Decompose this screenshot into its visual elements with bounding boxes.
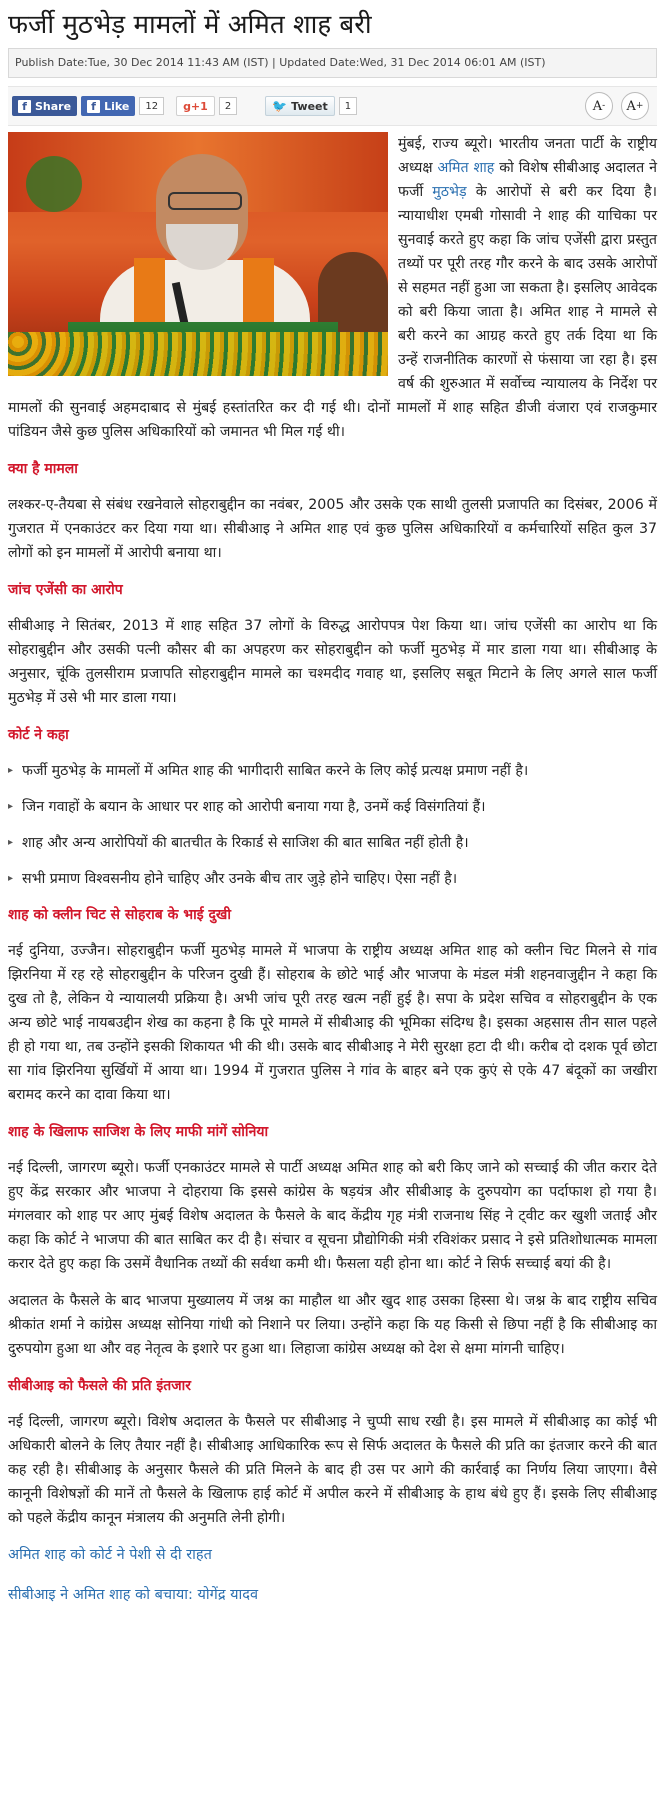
updated-date: Wed, 31 Dec 2014 06:01 AM (IST): [359, 56, 546, 69]
section-heading: सीबीआइ को फैसले की प्रति इंतजार: [8, 1378, 191, 1394]
font-decrease-button[interactable]: [585, 92, 613, 120]
font-decrease-label: A: [592, 98, 603, 114]
article-body: [8, 132, 657, 1607]
encounter-link[interactable]: मुठभेड़: [432, 184, 467, 200]
facebook-share-button[interactable]: [12, 96, 77, 116]
related-link[interactable]: सीबीआइ ने अमित शाह को बचाया: योगेंद्र यादव: [8, 1587, 259, 1603]
section-paragraph: नई दिल्ली, जागरण ब्यूरो। विशेष अदालत के फैसले पर सीबीआइ ने चुप्पी साध रखी है। इस मामले में सीबीआइ का कोई भी अधिकारी बोलने के लिए तैयार नहीं है। सीबीआइ आधिकारिक रूप से सिर्फ अदालत के फैसले की प्रति का इंतजार करने की बात कह रही है। सीबीआइ के अनुसार फैसले की प्रति मिलने के बाद ही उस पर आगे की कार्रवाई का निर्णय लिया जाएगा। वैसे कानूनी विशेषज्ञों की मानें तो फैसले के खिलाफ हाई कोर्ट में अपील करने में सीबीआइ के हाथ बंधे हुए हैं। इसके लिए सीबीआइ को पहले केंद्रीय कानून मंत्रालय की अनुमति लेनी होगी।: [8, 1414, 657, 1526]
facebook-share-label: Share: [35, 99, 72, 113]
font-decrease-sup: -: [602, 101, 606, 111]
section-heading: जांच एजेंसी का आरोप: [8, 582, 123, 598]
font-increase-label: A: [626, 98, 636, 114]
section-paragraph: लश्कर-ए-तैयबा से संबंध रखनेवाले सोहराबुद्दीन का नवंबर, 2005 और उसके एक साथी तुलसी प्रजापति का दिसंबर, 2006 में गुजरात में एनकाउंटर कर दिया गया था। सीबीआइ ने अमित शाह एवं कुछ पुलिस अधिकारियों व कर्मचारियों सहित कुल 37 लोगों को इन मामलों में आरोपी बनाया था।: [8, 497, 657, 561]
court-heading: कोर्ट ने कहा: [8, 727, 69, 743]
intro-text-2: को विशेष सीबीआइ अदालत ने फर्जी: [398, 160, 657, 200]
font-increase-button[interactable]: [621, 92, 649, 120]
tweet-button[interactable]: [265, 96, 335, 116]
related-links: [8, 1543, 657, 1607]
intro-text-3: के आरोपों से बरी कर दिया है। न्यायाधीश एमबी गोसावी ने शाह की याचिका पर सुनवाई करते हुए कहा कि जांच एजेंसी द्वारा प्रस्तुत तथ्यों पर पूरी तरह गौर करने के बाद उसके आरोपों से सहमत नहीं हुआ जा सकता है। इसलिए आवेदक को बरी किया जाता है। अमित शाह ने मामले से बरी करने का आग्रह करते हुए तर्क दिया था कि उन्हें राजनीतिक कारणों से फंसाया जा रहा है। इस वर्ष की शुरुआत में सर्वोच्च न्यायालय के निर्देश पर मामलों की सुनवाई अहमदाबाद से मुंबई हस्तांतरित कर दी गई थी। दोनों मामलों में शाह सहित डीजी वंजारा एवं राजकुमार पांडियन जैसे कुछ पुलिस अधिकारियों को जमानत भी मिल गई थी।: [8, 184, 657, 440]
twitter-bird-icon: 🐦: [272, 99, 288, 113]
intro-text-1: मुंबई, राज्य ब्यूरो। भारतीय जनता पार्टी के राष्ट्रीय अध्यक्ष: [398, 136, 657, 176]
list-item: ▸ शाह और अन्य आरोपियों की बातचीत के रिकार्ड से साजिश की बात साबित नहीं होती है।: [8, 831, 657, 855]
google-plus-button[interactable]: g+1: [176, 96, 215, 116]
publish-label: Publish Date:: [15, 56, 88, 69]
facebook-like-count: 12: [139, 97, 164, 115]
court-points-list: [8, 759, 657, 891]
facebook-like-label: Like: [104, 99, 130, 113]
tweet-label: Tweet: [291, 99, 328, 113]
article-title: फर्जी मुठभेड़ मामलों में अमित शाह बरी: [8, 10, 372, 40]
meta-separator: |: [268, 56, 280, 69]
section-paragraph: नई दिल्ली, जागरण ब्यूरो। फर्जी एनकाउंटर मामले से पार्टी अध्यक्ष अमित शाह को बरी किए जाने को सच्चाई की जीत करार देते हुए केंद्र सरकार और भाजपा ने दोहराया कि इससे कांग्रेस के षड़यंत्र और सीबीआइ के दुरुपयोग का पर्दाफाश हो गया है। मंगलवार को शाह पर आए मुंबई विशेष अदालत के फैसले के बाद केंद्रीय गृह मंत्री राजनाथ सिंह ने ट्वीट कर खुशी जताई और कहा कि कोर्ट ने भाजपा की बात साबित कर दी है। संचार व सूचना प्रौद्योगिकी मंत्री रविशंकर प्रसाद ने इसे प्रतिशोधात्मक मामला करार देते हुए कहा कि उसमें वैधानिक तथ्यों की सर्वथा कमी थी। फैसला यही होना था। कोर्ट ने सिर्फ सच्चाई बयां की है।: [8, 1160, 657, 1272]
share-bar: [8, 86, 657, 126]
section-heading: शाह को क्लीन चिट से सोहराब के भाई दुखी: [8, 907, 231, 923]
list-item: ▸ सभी प्रमाण विश्वसनीय होने चाहिए और उनके बीच तार जुड़े होने चाहिए। ऐसा नहीं है।: [8, 867, 657, 891]
font-increase-sup: +: [635, 101, 644, 111]
facebook-icon: f: [87, 100, 100, 113]
list-item: ▸ जिन गवाहों के बयान के आधार पर शाह को आरोपी बनाया गया है, उनमें कई विसंगतियां हैं।: [8, 795, 657, 819]
font-size-controls: [577, 92, 649, 120]
publish-date: Tue, 30 Dec 2014 11:43 AM (IST): [87, 56, 269, 69]
facebook-icon: f: [18, 100, 31, 113]
tweet-count: 1: [339, 97, 357, 115]
related-link[interactable]: अमित शाह को कोर्ट ने पेशी से दी राहत: [8, 1547, 212, 1563]
section-paragraph: नई दुनिया, उज्जैन। सोहराबुद्दीन फर्जी मुठभेड़ मामले में भाजपा के राष्ट्रीय अध्यक्ष अमित शाह को क्लीन चिट मिलने से गांव झिरनिया में रह रहे सोहराबुद्दीन के परिजन दुखी हैं। सोहराब के छोटे भाई और भाजपा के मंडल मंत्री शहनवाजुद्दीन ने कहा कि दुख तो है, लेकिन ये न्यायालयी प्रक्रिया है। अभी जांच पूरी तरह खत्म नहीं हुई है। सपा के प्रदेश सचिव व सोहराबुद्दीन के एक अन्य छोटे भाई नायबउद्दीन शेख का कहना है कि पूरे मामले में सीबीआइ की भूमिका संदिग्ध है। इसका अहसास तीन साल पहले ही हो गया था, तब उन्होंने इसकी शिकायत भी की थी। उसके बाद सीबीआइ ने मेरी सुरक्षा हटा दी थी। करीब दो दशक पूर्व छोटा सा गांव झिरनिया सुर्खियों में आया था। 1994 में गुजरात पुलिस ने गांव के बाहर बने एक कुएं से एके 47 बंदूकों का जखीरा बरामद करने का दावा किया था।: [8, 943, 657, 1103]
updated-label: Updated Date:: [279, 56, 360, 69]
section-paragraph: सीबीआइ ने सितंबर, 2013 में शाह सहित 37 लोगों के विरुद्ध आरोपपत्र पेश किया था। जांच एजेंसी का आरोप था कि सोहराबुद्दीन और उसकी पत्नी कौसर बी का अपहरण कर सोहराबुद्दीन को फर्जी मुठभेड़ में मार डाला गया था। सीबीआइ के अनुसार, चूंकि तुलसीराम प्रजापति सोहराबुद्दीन मामले का चश्मदीद गवाह था, इसलिए सबूत मिटाने के लिए अगले साल फर्जी मुठभेड़ में उसे भी मार डाला गया।: [8, 618, 657, 706]
publish-meta: [8, 48, 657, 78]
google-plus-count: 2: [219, 97, 237, 115]
section-paragraph: अदालत के फैसले के बाद भाजपा मुख्यालय में जश्न का माहौल था और खुद शाह उसका हिस्सा थे। जश्न के बाद राष्ट्रीय सचिव श्रीकांत शर्मा ने कांग्रेस अध्यक्ष सोनिया गांधी को निशाने पर लिया। उन्होंने कहा कि यह किसी से छिपा नहीं है कि सीबीआइ का दुरुपयोग हुआ था और वह नेतृत्व के इशारे पर हुआ था। लिहाजा कांग्रेस अध्यक्ष को देश से क्षमा मांगनी चाहिए।: [8, 1293, 657, 1357]
facebook-like-button[interactable]: [81, 96, 135, 116]
section-heading: क्या है मामला: [8, 461, 78, 477]
list-item: ▸ फर्जी मुठभेड़ के मामलों में अमित शाह की भागीदारी साबित करने के लिए कोई प्रत्यक्ष प्रमाण नहीं है।: [8, 759, 657, 783]
amit-shah-link[interactable]: अमित शाह: [437, 160, 495, 176]
section-heading: शाह के खिलाफ साजिश के लिए माफी मांगें सोनिया: [8, 1124, 269, 1140]
article-photo: [8, 132, 388, 376]
